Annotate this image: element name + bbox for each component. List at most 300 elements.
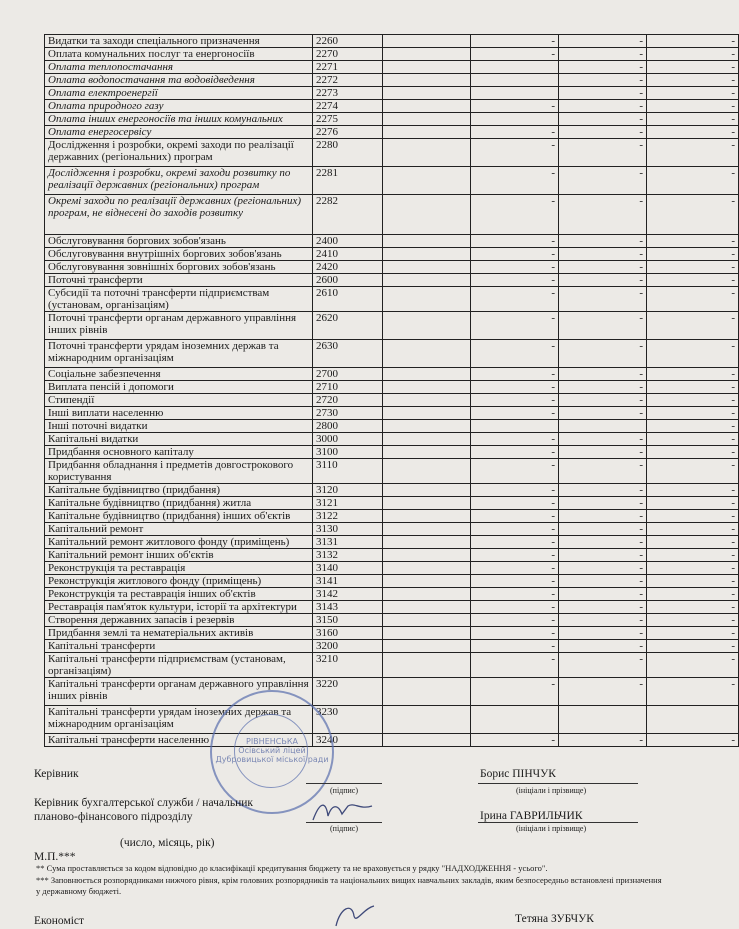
row-name: Придбання землі та нематеріальних активів xyxy=(45,627,313,640)
row-value-2: - xyxy=(471,100,559,113)
row-value-1 xyxy=(383,394,471,407)
row-code: 2610 xyxy=(313,287,383,312)
table-row xyxy=(45,459,739,484)
row-value-3: - xyxy=(559,235,647,248)
row-value-2: - xyxy=(471,734,559,747)
row-value-2: - xyxy=(471,48,559,61)
row-value-4: - xyxy=(647,459,739,484)
table-row xyxy=(45,706,739,734)
row-value-2 xyxy=(471,61,559,74)
table-row xyxy=(45,575,739,588)
row-value-3: - xyxy=(559,381,647,394)
row-code: 3132 xyxy=(313,549,383,562)
row-name: Соціальне забезпечення xyxy=(45,368,313,381)
table-row xyxy=(45,734,739,747)
row-value-1 xyxy=(383,433,471,446)
table-row xyxy=(45,35,739,48)
row-value-4: - xyxy=(647,235,739,248)
row-name: Інші поточні видатки xyxy=(45,420,313,433)
budget-table-body xyxy=(45,35,739,747)
row-name: Поточні трансферти органам державного управління інших рівнів xyxy=(45,312,313,340)
accountant-title-1: Керівник бухгалтерської служби / начальник xyxy=(34,797,253,809)
row-value-3: - xyxy=(559,368,647,381)
row-value-4: - xyxy=(647,74,739,87)
row-value-2: - xyxy=(471,394,559,407)
date-caption: (число, місяць, рік) xyxy=(120,837,215,849)
row-value-3: - xyxy=(559,734,647,747)
row-value-2: - xyxy=(471,368,559,381)
table-row xyxy=(45,536,739,549)
row-code: 3143 xyxy=(313,601,383,614)
row-name: Оплата комунальних послуг та енергоносіїв xyxy=(45,48,313,61)
row-value-3 xyxy=(559,420,647,433)
row-value-4: - xyxy=(647,287,739,312)
row-name: Реконструкція та реставрація xyxy=(45,562,313,575)
row-value-1 xyxy=(383,734,471,747)
table-row xyxy=(45,510,739,523)
row-code: 3160 xyxy=(313,627,383,640)
row-name: Капітальне будівництво (придбання) xyxy=(45,484,313,497)
row-value-3: - xyxy=(559,588,647,601)
table-row xyxy=(45,235,739,248)
row-value-4: - xyxy=(647,433,739,446)
row-code: 2710 xyxy=(313,381,383,394)
row-value-4: - xyxy=(647,446,739,459)
row-value-2: - xyxy=(471,614,559,627)
table-row xyxy=(45,167,739,195)
row-value-3: - xyxy=(559,433,647,446)
table-row xyxy=(45,381,739,394)
row-value-3: - xyxy=(559,523,647,536)
row-value-3: - xyxy=(559,61,647,74)
row-name: Капітальне будівництво (придбання) житла xyxy=(45,497,313,510)
row-code: 3131 xyxy=(313,536,383,549)
row-code: 2400 xyxy=(313,235,383,248)
row-value-3 xyxy=(559,706,647,734)
row-value-4: - xyxy=(647,394,739,407)
table-row xyxy=(45,446,739,459)
row-name: Дослідження і розробки, окремі заходи по реалізації державних (регіональних) програм xyxy=(45,139,313,167)
row-value-1 xyxy=(383,74,471,87)
row-value-3: - xyxy=(559,497,647,510)
row-value-1 xyxy=(383,497,471,510)
row-value-2: - xyxy=(471,235,559,248)
row-value-2: - xyxy=(471,601,559,614)
row-value-4: - xyxy=(647,678,739,706)
head-signature-line xyxy=(306,783,382,784)
row-value-4: - xyxy=(647,562,739,575)
row-value-3: - xyxy=(559,248,647,261)
row-value-4: - xyxy=(647,653,739,678)
table-row xyxy=(45,139,739,167)
table-row xyxy=(45,640,739,653)
row-code: 2281 xyxy=(313,167,383,195)
row-code: 2276 xyxy=(313,126,383,139)
table-row xyxy=(45,312,739,340)
row-value-1 xyxy=(383,446,471,459)
row-value-4: - xyxy=(647,139,739,167)
row-value-2: - xyxy=(471,340,559,368)
table-row xyxy=(45,248,739,261)
row-name: Капітальні трансферти урядам іноземних держав та міжнародним організаціям xyxy=(45,706,313,734)
row-name: Реконструкція житлового фонду (приміщень) xyxy=(45,575,313,588)
row-value-2: - xyxy=(471,312,559,340)
row-code: 3200 xyxy=(313,640,383,653)
row-value-3: - xyxy=(559,653,647,678)
table-row xyxy=(45,48,739,61)
table-row xyxy=(45,523,739,536)
row-value-3: - xyxy=(559,627,647,640)
row-value-4: - xyxy=(647,601,739,614)
row-value-1 xyxy=(383,261,471,274)
table-row xyxy=(45,497,739,510)
row-value-2: - xyxy=(471,588,559,601)
row-name: Дослідження і розробки, окремі заходи розвитку по реалізації державних (регіональних) програм xyxy=(45,167,313,195)
row-value-1 xyxy=(383,407,471,420)
row-value-3: - xyxy=(559,261,647,274)
row-name: Оплата водопостачання та водовідведення xyxy=(45,74,313,87)
row-value-1 xyxy=(383,274,471,287)
row-value-4: - xyxy=(647,614,739,627)
row-value-4: - xyxy=(647,100,739,113)
table-row xyxy=(45,420,739,433)
row-value-2: - xyxy=(471,523,559,536)
stamp-text xyxy=(212,737,332,764)
row-value-3: - xyxy=(559,536,647,549)
row-code: 2630 xyxy=(313,340,383,368)
accountant-name-caption: (ініціали і прізвище) xyxy=(516,824,587,833)
row-code: 2280 xyxy=(313,139,383,167)
row-value-4 xyxy=(647,706,739,734)
row-value-1 xyxy=(383,627,471,640)
row-value-1 xyxy=(383,575,471,588)
head-title: Керівник xyxy=(34,768,79,780)
table-row xyxy=(45,113,739,126)
row-name: Придбання обладнання і предметів довгострокового користування xyxy=(45,459,313,484)
row-value-1 xyxy=(383,588,471,601)
row-name: Придбання основного капіталу xyxy=(45,446,313,459)
row-value-1 xyxy=(383,48,471,61)
table-row xyxy=(45,484,739,497)
table-row xyxy=(45,74,739,87)
row-value-4: - xyxy=(647,510,739,523)
row-value-1 xyxy=(383,126,471,139)
row-code: 2620 xyxy=(313,312,383,340)
row-value-1 xyxy=(383,368,471,381)
row-value-3: - xyxy=(559,407,647,420)
row-value-4: - xyxy=(647,381,739,394)
row-value-3: - xyxy=(559,87,647,100)
row-value-1 xyxy=(383,61,471,74)
table-row xyxy=(45,433,739,446)
row-value-1 xyxy=(383,312,471,340)
row-value-2 xyxy=(471,74,559,87)
row-name: Інші виплати населенню xyxy=(45,407,313,420)
row-code: 2420 xyxy=(313,261,383,274)
row-code: 3210 xyxy=(313,653,383,678)
row-value-3: - xyxy=(559,678,647,706)
row-value-1 xyxy=(383,340,471,368)
row-code: 3140 xyxy=(313,562,383,575)
row-value-4: - xyxy=(647,340,739,368)
head-signature-caption: (підпис) xyxy=(330,786,359,795)
row-value-4: - xyxy=(647,575,739,588)
row-value-3: - xyxy=(559,394,647,407)
stamp-placeholder-mp: М.П.*** xyxy=(34,851,76,863)
row-code: 2700 xyxy=(313,368,383,381)
row-value-2: - xyxy=(471,459,559,484)
table-row xyxy=(45,653,739,678)
row-value-4: - xyxy=(647,588,739,601)
row-value-2: - xyxy=(471,678,559,706)
head-name: Борис ПІНЧУК xyxy=(480,768,556,780)
row-value-2: - xyxy=(471,407,559,420)
row-name: Оплата інших енергоносіїв та інших комунальних xyxy=(45,113,313,126)
stamp-line-2: Осівський ліцей xyxy=(238,746,306,755)
row-value-2: - xyxy=(471,261,559,274)
row-value-2 xyxy=(471,420,559,433)
row-value-4: - xyxy=(647,523,739,536)
row-value-4: - xyxy=(647,113,739,126)
row-value-3: - xyxy=(559,100,647,113)
row-value-3: - xyxy=(559,340,647,368)
row-value-3: - xyxy=(559,113,647,126)
table-row xyxy=(45,87,739,100)
row-value-2: - xyxy=(471,274,559,287)
row-value-4: - xyxy=(647,274,739,287)
row-value-4: - xyxy=(647,536,739,549)
table-row xyxy=(45,588,739,601)
table-row xyxy=(45,261,739,274)
row-code: 2271 xyxy=(313,61,383,74)
row-value-3: - xyxy=(559,510,647,523)
row-code: 2274 xyxy=(313,100,383,113)
row-value-1 xyxy=(383,523,471,536)
row-value-4: - xyxy=(647,312,739,340)
row-code: 2720 xyxy=(313,394,383,407)
row-value-4: - xyxy=(647,627,739,640)
row-value-3: - xyxy=(559,287,647,312)
row-value-3: - xyxy=(559,274,647,287)
table-row xyxy=(45,340,739,368)
accountant-name-line xyxy=(478,822,638,823)
row-value-3: - xyxy=(559,195,647,235)
row-code: 3000 xyxy=(313,433,383,446)
row-value-3: - xyxy=(559,74,647,87)
row-value-1 xyxy=(383,706,471,734)
row-value-1 xyxy=(383,459,471,484)
row-value-1 xyxy=(383,549,471,562)
row-code: 2282 xyxy=(313,195,383,235)
row-value-1 xyxy=(383,601,471,614)
row-value-3: - xyxy=(559,167,647,195)
row-value-4: - xyxy=(647,734,739,747)
row-value-4: - xyxy=(647,126,739,139)
row-value-2: - xyxy=(471,536,559,549)
row-value-4: - xyxy=(647,35,739,48)
row-value-4: - xyxy=(647,497,739,510)
row-value-4: - xyxy=(647,420,739,433)
row-value-1 xyxy=(383,381,471,394)
row-name: Капітальний ремонт xyxy=(45,523,313,536)
row-code: 2410 xyxy=(313,248,383,261)
row-name: Стипендії xyxy=(45,394,313,407)
economist-title: Економіст xyxy=(34,915,85,927)
head-name-caption: (ініціали і прізвище) xyxy=(516,786,587,795)
row-value-4: - xyxy=(647,368,739,381)
row-name: Оплата енергосервісу xyxy=(45,126,313,139)
row-value-1 xyxy=(383,100,471,113)
row-value-2: - xyxy=(471,484,559,497)
row-value-2: - xyxy=(471,381,559,394)
row-code: 2270 xyxy=(313,48,383,61)
row-value-4: - xyxy=(647,87,739,100)
row-value-4: - xyxy=(647,484,739,497)
row-value-4: - xyxy=(647,407,739,420)
budget-table xyxy=(44,34,739,747)
table-row xyxy=(45,614,739,627)
row-code: 3110 xyxy=(313,459,383,484)
row-name: Обслуговування боргових зобов'язань xyxy=(45,235,313,248)
row-value-4: - xyxy=(647,261,739,274)
accountant-signature-caption: (підпис) xyxy=(330,824,359,833)
row-name: Поточні трансферти xyxy=(45,274,313,287)
stamp-line-1: РІВНЕНСЬКА xyxy=(246,737,298,746)
row-value-4: - xyxy=(647,167,739,195)
row-value-1 xyxy=(383,510,471,523)
row-value-4: - xyxy=(647,549,739,562)
row-code: 3122 xyxy=(313,510,383,523)
row-name: Окремі заходи по реалізації державних (регіональних) програм, не віднесені до заходів розвитку xyxy=(45,195,313,235)
row-code: 3150 xyxy=(313,614,383,627)
row-code: 2275 xyxy=(313,113,383,126)
row-code: 3230 xyxy=(313,706,383,734)
row-value-2 xyxy=(471,113,559,126)
economist-signature-scribble xyxy=(330,900,380,929)
row-value-2: - xyxy=(471,640,559,653)
row-value-1 xyxy=(383,195,471,235)
row-value-1 xyxy=(383,536,471,549)
row-value-2: - xyxy=(471,510,559,523)
row-value-1 xyxy=(383,139,471,167)
row-value-3: - xyxy=(559,446,647,459)
row-value-3: - xyxy=(559,562,647,575)
row-value-1 xyxy=(383,113,471,126)
row-name: Капітальний ремонт житлового фонду (приміщень) xyxy=(45,536,313,549)
table-row xyxy=(45,195,739,235)
row-code: 2272 xyxy=(313,74,383,87)
row-value-2: - xyxy=(471,653,559,678)
row-value-3: - xyxy=(559,35,647,48)
row-name: Реконструкція та реставрація інших об'єктів xyxy=(45,588,313,601)
row-value-4: - xyxy=(647,48,739,61)
row-name: Створення державних запасів і резервів xyxy=(45,614,313,627)
row-value-1 xyxy=(383,35,471,48)
stamp-line-3: Дубровицької міської ради xyxy=(215,755,329,764)
row-name: Оплата природного газу xyxy=(45,100,313,113)
row-code: 3130 xyxy=(313,523,383,536)
row-value-3: - xyxy=(559,640,647,653)
table-row xyxy=(45,126,739,139)
row-name: Виплата пенсій і допомоги xyxy=(45,381,313,394)
row-name: Видатки та заходи спеціального призначення xyxy=(45,35,313,48)
head-name-line xyxy=(478,783,638,784)
row-value-2: - xyxy=(471,627,559,640)
row-value-2 xyxy=(471,706,559,734)
row-value-3: - xyxy=(559,575,647,588)
table-row xyxy=(45,562,739,575)
table-row xyxy=(45,287,739,312)
row-value-2: - xyxy=(471,167,559,195)
row-value-3: - xyxy=(559,459,647,484)
row-name: Капітальні трансферти органам державного управління інших рівнів xyxy=(45,678,313,706)
row-value-2: - xyxy=(471,549,559,562)
table-row xyxy=(45,100,739,113)
row-value-4: - xyxy=(647,61,739,74)
row-value-3: - xyxy=(559,139,647,167)
row-name: Капітальні трансферти xyxy=(45,640,313,653)
row-code: 2260 xyxy=(313,35,383,48)
row-code: 3100 xyxy=(313,446,383,459)
row-value-2: - xyxy=(471,139,559,167)
row-value-2: - xyxy=(471,575,559,588)
row-value-3: - xyxy=(559,484,647,497)
table-row xyxy=(45,394,739,407)
row-name: Субсидії та поточні трансферти підприємствам (установам, організаціям) xyxy=(45,287,313,312)
economist-name: Тетяна ЗУБЧУК xyxy=(515,913,594,925)
row-code: 2273 xyxy=(313,87,383,100)
row-name: Обслуговування зовнішніх боргових зобов'язань xyxy=(45,261,313,274)
row-value-1 xyxy=(383,678,471,706)
row-code: 2800 xyxy=(313,420,383,433)
row-value-1 xyxy=(383,640,471,653)
row-value-1 xyxy=(383,167,471,195)
row-value-2: - xyxy=(471,433,559,446)
row-value-2: - xyxy=(471,195,559,235)
row-value-1 xyxy=(383,420,471,433)
row-value-1 xyxy=(383,248,471,261)
accountant-signature-scribble xyxy=(308,796,378,826)
row-name: Капітальний ремонт інших об'єктів xyxy=(45,549,313,562)
row-value-4: - xyxy=(647,640,739,653)
table-row xyxy=(45,274,739,287)
row-code: 2600 xyxy=(313,274,383,287)
row-value-2: - xyxy=(471,35,559,48)
row-value-1 xyxy=(383,653,471,678)
row-value-1 xyxy=(383,614,471,627)
footnote-2-stars: ** Сума проставляється за кодом відповідно до класифікації кредитування бюджету та не враховується у рядку "НАДХОДЖЕННЯ - усього". xyxy=(36,863,548,873)
row-code: 2730 xyxy=(313,407,383,420)
row-name: Капітальні видатки xyxy=(45,433,313,446)
row-value-2: - xyxy=(471,126,559,139)
table-row xyxy=(45,678,739,706)
row-code: 3121 xyxy=(313,497,383,510)
row-name: Капітальне будівництво (придбання) інших об'єктів xyxy=(45,510,313,523)
row-value-3: - xyxy=(559,601,647,614)
table-row xyxy=(45,601,739,614)
row-name: Капітальні трансферти підприємствам (установам, організаціям) xyxy=(45,653,313,678)
row-value-1 xyxy=(383,287,471,312)
table-row xyxy=(45,61,739,74)
row-value-2: - xyxy=(471,497,559,510)
table-row xyxy=(45,549,739,562)
row-value-4: - xyxy=(647,195,739,235)
row-name: Капітальні трансферти населенню xyxy=(45,734,313,747)
row-value-2: - xyxy=(471,287,559,312)
row-value-3: - xyxy=(559,614,647,627)
row-code: 3220 xyxy=(313,678,383,706)
row-code: 3141 xyxy=(313,575,383,588)
